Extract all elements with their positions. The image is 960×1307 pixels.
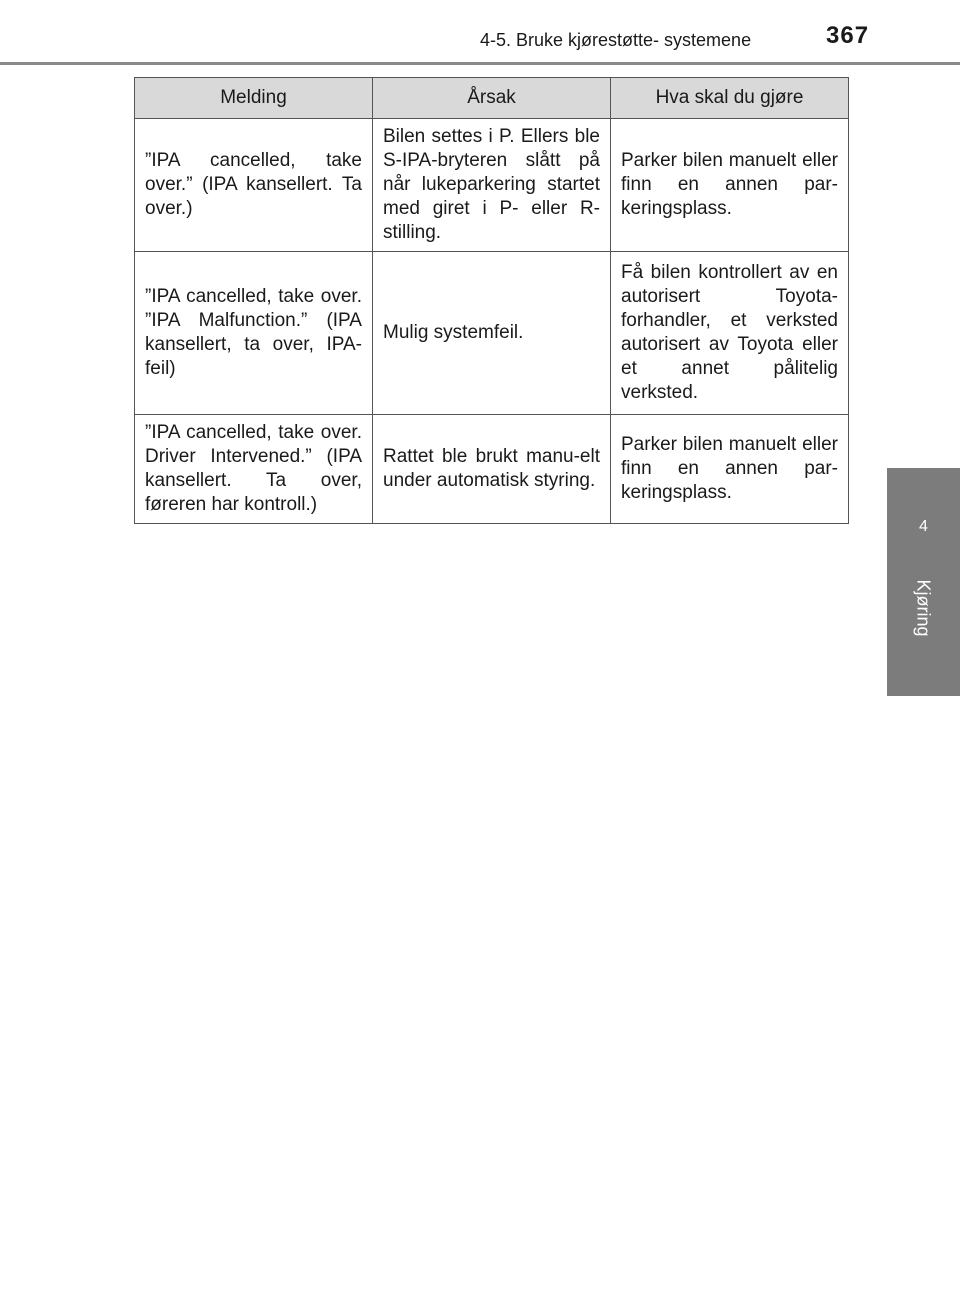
cell-melding: ”IPA cancelled, take over. Driver Intervened.” (IPA kansellert. Ta over, føreren har kontroll.) <box>135 415 373 524</box>
cell-melding: ”IPA cancelled, take over.” (IPA kansellert. Ta over.) <box>135 119 373 252</box>
section-title: 4-5. Bruke kjørestøtte- systemene <box>480 30 752 50</box>
chapter-label: Kjøring <box>913 579 934 637</box>
cell-tiltak: Få bilen kontrollert av en autorisert Toyota-forhandler, et verksted autorisert av Toyota eller et annet pålitelig verksted. <box>611 252 849 415</box>
cell-tiltak: Parker bilen manuelt eller finn en annen par-keringsplass. <box>611 415 849 524</box>
column-header-arsak: Årsak <box>373 78 611 119</box>
table-row <box>135 415 849 524</box>
chapter-tab[interactable] <box>887 468 960 696</box>
cell-tiltak: Parker bilen manuelt eller finn en annen par-keringsplass. <box>611 119 849 252</box>
chapter-number: 4 <box>919 518 928 535</box>
table-header-row <box>135 78 849 119</box>
page-number: 367 <box>826 22 870 49</box>
column-header-tiltak: Hva skal du gjøre <box>611 78 849 119</box>
column-header-melding: Melding <box>135 78 373 119</box>
message-table <box>134 77 849 524</box>
cell-melding: ”IPA cancelled, take over. ”IPA Malfunction.” (IPA kansellert, ta over, IPA-feil) <box>135 252 373 415</box>
header-divider <box>0 62 960 65</box>
table-row <box>135 252 849 415</box>
cell-arsak: Rattet ble brukt manu-elt under automatisk styring. <box>373 415 611 524</box>
cell-arsak: Mulig systemfeil. <box>373 252 611 415</box>
cell-arsak: Bilen settes i P. Ellers ble S-IPA-bryteren slått på når lukeparkering startet med giret i P- eller R-stilling. <box>373 119 611 252</box>
table-row <box>135 119 849 252</box>
